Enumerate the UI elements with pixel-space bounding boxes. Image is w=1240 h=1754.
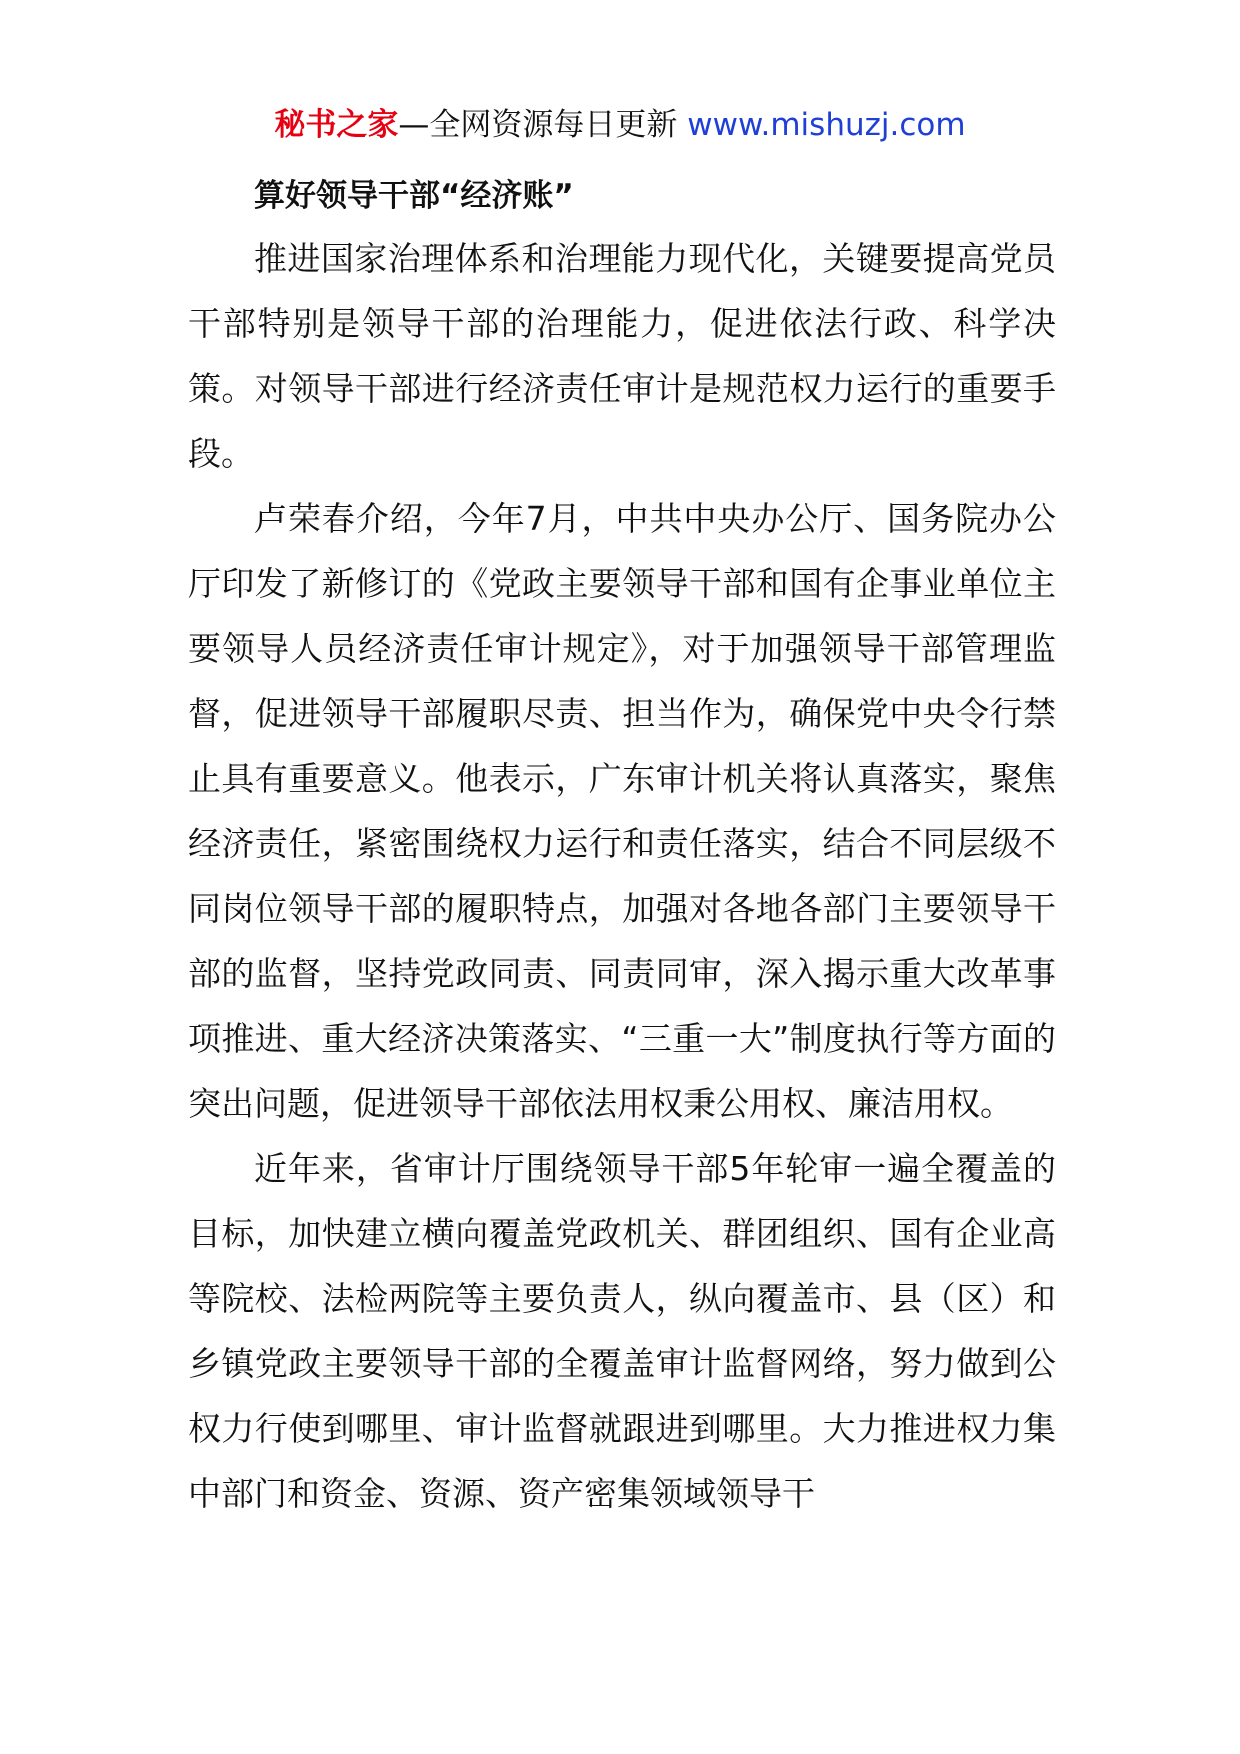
document-title: 算好领导干部“经济账”: [254, 178, 574, 214]
brand-name: 秘书之家: [274, 107, 399, 143]
site-header: [0, 100, 1240, 150]
paragraph-3: 近年来，省审计厅围绕领导干部5年轮审一遍全覆盖的目标，加快建立横向覆盖党政机关、群团组织、国有企业高等院校、法检两院等主要负责人，纵向覆盖市、县（区）和乡镇党政主要领导干部的全覆盖审计监督网络，努力做到公权力行使到哪里、审计监督就跟进到哪里。大力推进权力集中部门和资金、资源、资产密集领域领导干: [188, 1149, 1056, 1513]
site-url-link[interactable]: www.mishuzj.com: [687, 107, 966, 143]
document-body: [188, 166, 1056, 1526]
paragraph-1: 推进国家治理体系和治理能力现代化，关键要提高党员干部特别是领导干部的治理能力，促进依法行政、科学决策。对领导干部进行经济责任审计是规范权力运行的重要手段。: [188, 239, 1056, 473]
header-tagline: —全网资源每日更新: [398, 107, 688, 143]
paragraph-2: 卢荣春介绍，今年7月，中共中央办公厅、国务院办公厅印发了新修订的《党政主要领导干部和国有企事业单位主要领导人员经济责任审计规定》，对于加强领导干部管理监督，促进领导干部履职尽责、担当作为，确保党中央令行禁止具有重要意义。他表示，广东审计机关将认真落实，聚焦经济责任，紧密围绕权力运行和责任落实，结合不同层级不同岗位领导干部的履职特点，加强对各地各部门主要领导干部的监督，坚持党政同责、同责同审，深入揭示重大改革事项推进、重大经济决策落实、“三重一大”制度执行等方面的突出问题，促进领导干部依法用权秉公用权、廉洁用权。: [188, 499, 1056, 1123]
